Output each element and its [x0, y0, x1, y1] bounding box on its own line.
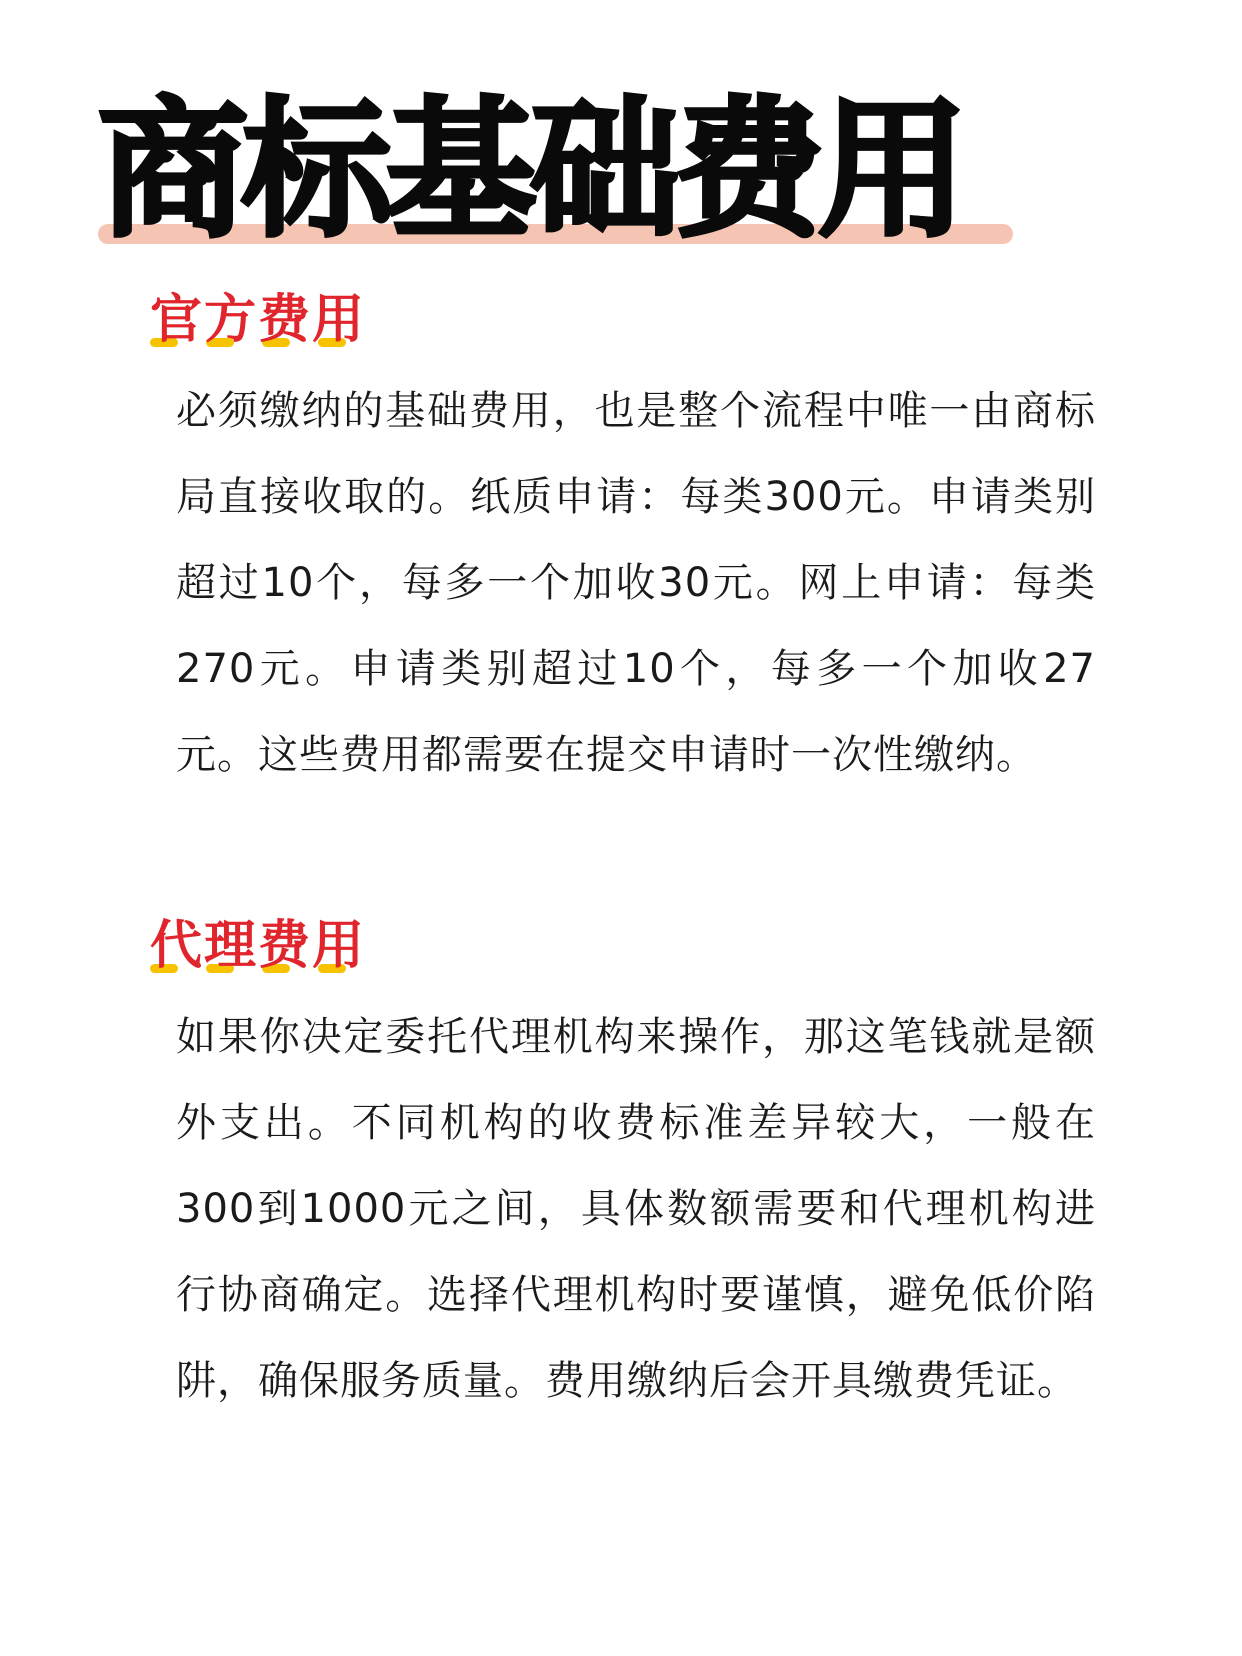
section-heading-block	[150, 916, 366, 986]
section-body-text: 必须缴纳的基础费用，也是整个流程中唯一由商标局直接收取的。纸质申请：每类300元。申请类别超过10个，每多一个加收30元。网上申请：每类270元。申请类别超过10个，每多一个加收27元。这些费用都需要在提交申请时一次性缴纳。	[176, 388, 1096, 778]
page-title: 商标基础费用	[98, 84, 963, 258]
section-heading-block	[150, 290, 366, 360]
section-heading: 代理费用	[150, 916, 367, 976]
section-body-text: 如果你决定委托代理机构来操作，那这笔钱就是额外支出。不同机构的收费标准差异较大，一般在300到1000元之间，具体数额需要和代理机构进行协商确定。选择代理机构时要谨慎，避免低价陷阱，确保服务质量。费用缴纳后会开具缴费凭证。	[176, 1014, 1096, 1404]
section-heading: 官方费用	[150, 290, 367, 350]
title-block	[98, 84, 1018, 258]
